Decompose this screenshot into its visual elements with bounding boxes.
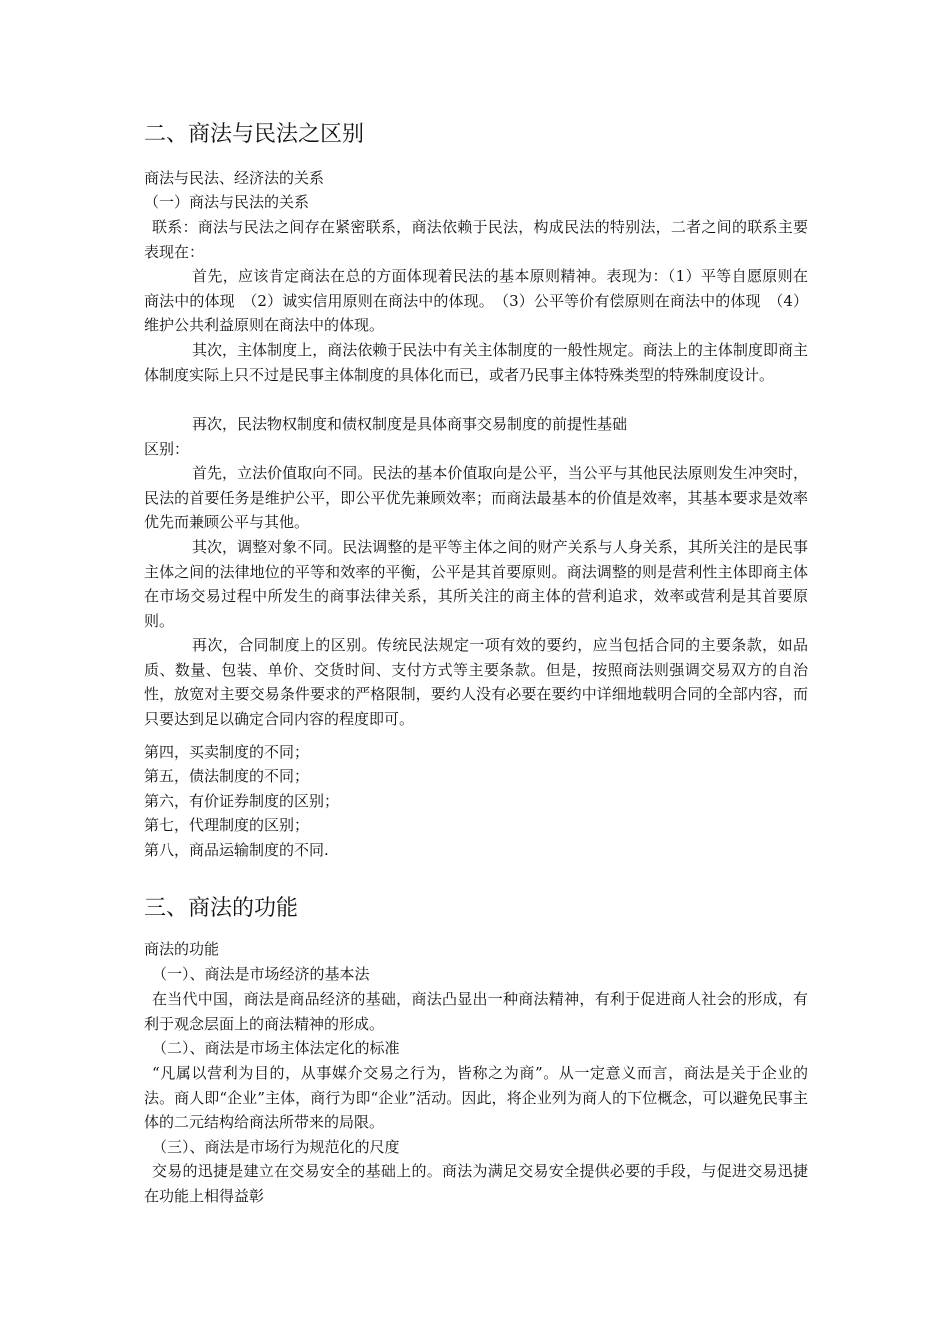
list-item: 第八，商品运输制度的不同. [144, 841, 329, 859]
function-heading-2: （二）、商法是市场主体法定化的标准 [152, 1039, 400, 1057]
link-paragraph-2: 其次，主体制度上，商法依赖于民法中有关主体制度的一般性规定。商法上的主体制度即商主体制度实际上只不过是民事主体制度的具体化而已，或者乃民事主体特殊类型的特殊制度设计。 [144, 341, 808, 384]
difference-paragraph-3: 再次，合同制度上的区别。传统民法规定一项有效的要约，应当包括合同的主要条款，如品质、数量、包装、单价、交货时间、支付方式等主要条款。但是，按照商法则强调交易双方的自治性，放宽对主要交易条件要求的严格限制，要约人没有必要在要约中详细地载明合同的全部内容，而只要达到足以确定合同内容的程度即可。 [144, 636, 808, 728]
section-heading-2: 二、商法与民法之区别 [144, 122, 365, 147]
list-item: 第六，有价证券制度的区别； [144, 792, 340, 810]
link-paragraph-3: 再次，民法物权制度和债权制度是具体商事交易制度的前提性基础 [192, 415, 628, 433]
function-heading-1: （一）、商法是市场经济的基本法 [152, 965, 370, 983]
difference-paragraph-1: 首先，立法价值取向不同。民法的基本价值取向是公平，当公平与其他民法原则发生冲突时，民法的首要任务是维护公平，即公平优先兼顾效率；而商法最基本的价值是效率，其基本要求是效率优先而兼顾公平与其他。 [144, 464, 808, 531]
link-intro-paragraph: 联系：商法与民法之间存在紧密联系，商法依赖于民法，构成民法的特别法，二者之间的联系主要表现在： [144, 218, 808, 261]
difference-label: 区别： [144, 440, 190, 458]
function-paragraph-1: 在当代中国，商法是商品经济的基础，商法凸显出一种商法精神，有利于促进商人社会的形成，有利于观念层面上的商法精神的形成。 [144, 990, 808, 1033]
list-item: 第五，债法制度的不同； [144, 767, 310, 785]
function-heading-3: （三）、商法是市场行为规范化的尺度 [152, 1138, 400, 1156]
difference-paragraph-2: 其次，调整对象不同。民法调整的是平等主体之间的财产关系与人身关系，其所关注的是民事主体之间的法律地位的平等和效率的平衡，公平是其首要原则。商法调整的则是营利性主体即商主体在市场交易过程中所发生的商事法律关系，其所关注的商主体的营利追求，效率或营利是其首要原则。 [144, 538, 808, 630]
subtitle-function: 商法的功能 [144, 940, 220, 958]
function-paragraph-3: 交易的迅捷是建立在交易安全的基础上的。商法为满足交易安全提供必要的手段，与促进交易迅捷在功能上相得益彰 [144, 1162, 808, 1205]
section-heading-3: 三、商法的功能 [144, 896, 299, 921]
function-paragraph-2: “凡属以营利为目的，从事媒介交易之行为，皆称之为商”。从一定意义而言，商法是关于企业的法。商人即“企业”主体，商行为即“企业”活动。因此，将企业列为商人的下位概念，可以避免民事主体的二元结构给商法所带来的局限。 [144, 1064, 808, 1131]
link-paragraph-1: 首先，应该肯定商法在总的方面体现着民法的基本原则精神。表现为：（1）平等自愿原则在商法中的体现 （2）诚实信用原则在商法中的体现。 （3）公平等价有偿原则在商法中的体现 （4）维护公共利益原则在商法中的体现。 [144, 267, 808, 334]
subtitle-relations: 商法与民法、经济法的关系 [144, 169, 325, 187]
list-item: 第七，代理制度的区别； [144, 816, 310, 834]
list-item: 第四，买卖制度的不同； [144, 743, 310, 761]
sub-heading-1: （一）商法与民法的关系 [144, 193, 310, 211]
